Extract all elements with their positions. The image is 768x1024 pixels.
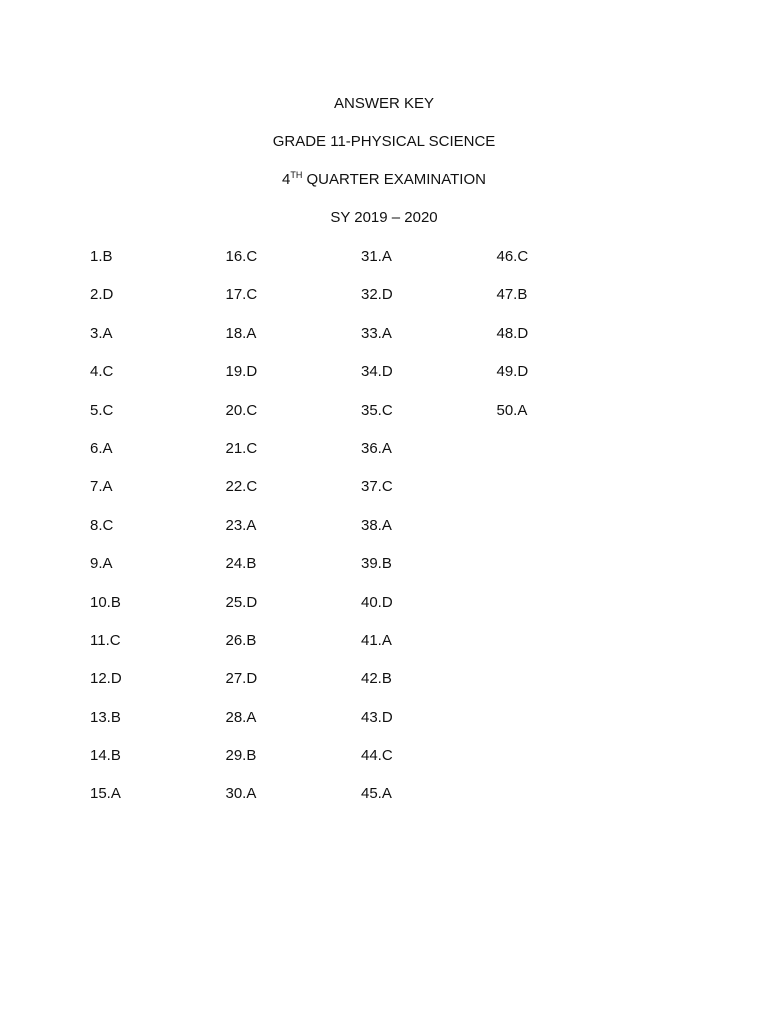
answer-item: 46.C bbox=[496, 248, 529, 265]
answer-item: 35.C bbox=[361, 401, 393, 419]
answer-item: 20.C bbox=[225, 401, 258, 419]
answer-item: 29.B bbox=[225, 747, 257, 765]
answer-item: 28.A bbox=[225, 708, 257, 726]
answers-column-3 bbox=[361, 247, 497, 823]
answer-item: 21.C bbox=[225, 439, 258, 457]
answer-item: 16.C bbox=[225, 248, 258, 265]
answer-item: 6.A bbox=[90, 439, 113, 457]
answer-item: 12.D bbox=[90, 670, 122, 688]
quarter-ordinal-suffix: TH bbox=[290, 170, 303, 180]
answer-item: 32.D bbox=[361, 286, 393, 304]
answer-item: 7.A bbox=[90, 478, 113, 496]
answer-item: 40.D bbox=[361, 593, 393, 611]
answer-item: 33.A bbox=[361, 324, 392, 342]
answer-item: 14.B bbox=[90, 747, 121, 765]
answer-item: 39.B bbox=[361, 555, 392, 573]
answer-item: 11.C bbox=[90, 631, 121, 649]
answer-item: 18.A bbox=[225, 324, 257, 342]
answer-item: 38.A bbox=[361, 516, 392, 534]
title-answer-key: ANSWER KEY bbox=[333, 95, 435, 112]
answer-item: 43.D bbox=[361, 708, 393, 726]
answer-item: 49.D bbox=[496, 363, 529, 381]
answer-item: 17.C bbox=[225, 286, 258, 304]
answer-item: 42.B bbox=[361, 670, 392, 688]
answer-item: 45.A bbox=[361, 785, 392, 803]
answers-column-4 bbox=[497, 247, 633, 823]
answer-item: 3.A bbox=[90, 324, 113, 342]
quarter-number: 4 bbox=[282, 171, 291, 188]
answer-item: 34.D bbox=[361, 363, 393, 381]
answers-column-2 bbox=[226, 247, 362, 823]
answers-column-1 bbox=[90, 247, 226, 823]
answer-item: 44.C bbox=[361, 747, 393, 765]
answer-item: 8.C bbox=[90, 516, 114, 534]
answer-item: 5.C bbox=[90, 401, 114, 419]
answer-item: 47.B bbox=[496, 286, 528, 304]
answer-item: 41.A bbox=[361, 631, 392, 649]
subject-title: GRADE 11-PHYSICAL SCIENCE bbox=[272, 133, 496, 150]
answer-item: 31.A bbox=[361, 248, 392, 265]
answer-item: 50.A bbox=[496, 401, 528, 419]
answer-item: 26.B bbox=[225, 631, 257, 649]
answers-grid bbox=[90, 247, 650, 823]
answer-item: 2.D bbox=[90, 286, 114, 304]
answer-item: 19.D bbox=[225, 363, 258, 381]
school-year: SY 2019 – 2020 bbox=[330, 209, 438, 226]
answer-item: 25.D bbox=[225, 593, 258, 611]
answer-item: 15.A bbox=[90, 785, 121, 803]
answer-item: 9.A bbox=[90, 555, 113, 573]
answer-item: 1.B bbox=[90, 248, 113, 265]
exam-title bbox=[0, 170, 768, 190]
answer-item: 27.D bbox=[225, 670, 258, 688]
answer-item: 23.A bbox=[225, 516, 257, 534]
answer-item: 37.C bbox=[361, 478, 393, 496]
answer-item: 13.B bbox=[90, 708, 121, 726]
answer-item: 4.C bbox=[90, 363, 114, 381]
answer-item: 30.A bbox=[225, 785, 257, 803]
exam-title-text: QUARTER EXAMINATION bbox=[302, 171, 486, 188]
answer-item: 10.B bbox=[90, 593, 121, 611]
answer-item: 24.B bbox=[225, 555, 257, 573]
answer-item: 36.A bbox=[361, 439, 392, 457]
answer-item: 48.D bbox=[496, 324, 529, 342]
answer-item: 22.C bbox=[225, 478, 258, 496]
